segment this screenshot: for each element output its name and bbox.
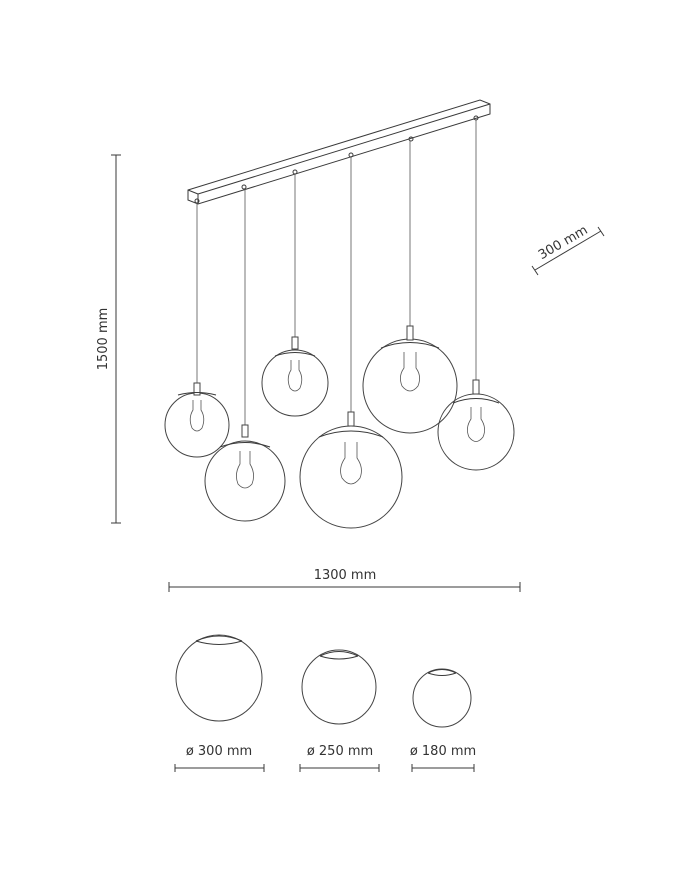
globe-250-label: ø 250 mm <box>306 744 374 759</box>
depth-dimension <box>532 223 604 275</box>
globe-300-label: ø 300 mm <box>185 744 253 759</box>
pendant-lamp-5 <box>363 326 457 433</box>
depth-label: 300 mm <box>535 222 591 264</box>
globe-300 <box>175 635 264 772</box>
width-dimension <box>169 568 520 592</box>
height-label: 1500 mm <box>96 307 111 371</box>
width-label: 1300 mm <box>313 568 377 583</box>
pendant-lamp-4 <box>300 412 402 528</box>
pendant-lamp-1 <box>165 383 229 457</box>
pendant-lamp-2 <box>205 425 285 521</box>
pendant-lamp-3 <box>262 337 328 416</box>
height-dimension <box>96 155 121 523</box>
pendant-lamp-6 <box>438 380 514 470</box>
ceiling-bar <box>188 100 490 204</box>
pendant-cords <box>197 120 476 425</box>
globe-180-label: ø 180 mm <box>409 744 477 759</box>
globe-180 <box>410 669 476 772</box>
globe-250 <box>300 650 379 772</box>
